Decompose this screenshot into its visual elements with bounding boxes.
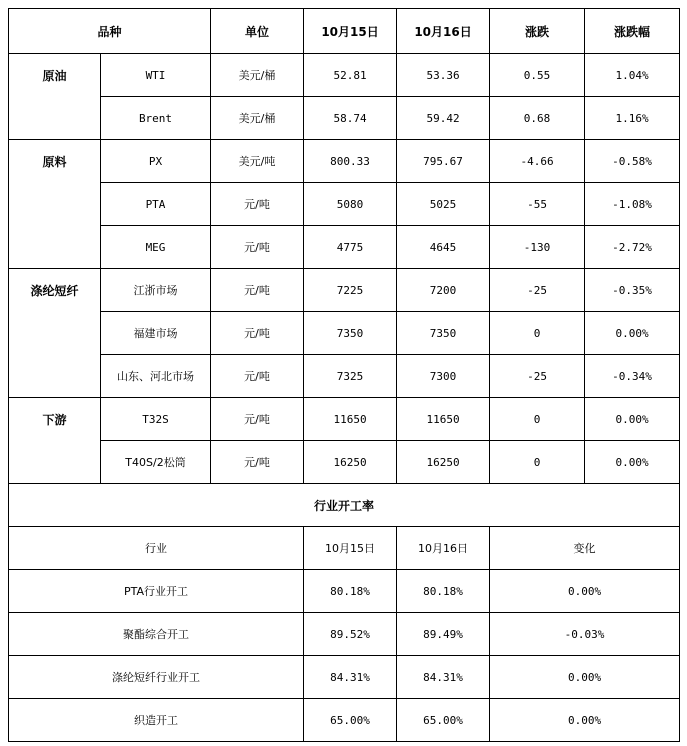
- item-change-pct: -0.35%: [585, 269, 680, 312]
- item-change-pct: -2.72%: [585, 226, 680, 269]
- table-row: [9, 226, 680, 269]
- item-value-d15: 58.74: [304, 97, 397, 140]
- item-value-d15: 4775: [304, 226, 397, 269]
- item-value-d16: 7200: [397, 269, 490, 312]
- rate-value-d15: 84.31%: [304, 656, 397, 699]
- item-value-d15: 800.33: [304, 140, 397, 183]
- item-unit: 元/吨: [211, 269, 304, 312]
- rate-industry-name: 涤纶短纤行业开工: [9, 656, 304, 699]
- item-value-d16: 53.36: [397, 54, 490, 97]
- item-change: 0: [490, 312, 585, 355]
- item-name: 山东、河北市场: [101, 355, 211, 398]
- item-value-d15: 52.81: [304, 54, 397, 97]
- rate-header-date-1: 10月15日: [304, 527, 397, 570]
- item-change: -130: [490, 226, 585, 269]
- item-unit: 元/吨: [211, 312, 304, 355]
- item-change: 0: [490, 398, 585, 441]
- table-row: [9, 441, 680, 484]
- item-unit: 元/吨: [211, 398, 304, 441]
- table-row: [9, 140, 680, 183]
- item-change: 0.68: [490, 97, 585, 140]
- item-change: -55: [490, 183, 585, 226]
- item-value-d16: 5025: [397, 183, 490, 226]
- item-name: MEG: [101, 226, 211, 269]
- rate-header-row: [9, 527, 680, 570]
- item-name: 福建市场: [101, 312, 211, 355]
- table-row: [9, 183, 680, 226]
- item-value-d16: 16250: [397, 441, 490, 484]
- item-name: 江浙市场: [101, 269, 211, 312]
- category-cell: 下游: [9, 398, 101, 484]
- item-change-pct: 1.04%: [585, 54, 680, 97]
- item-value-d16: 795.67: [397, 140, 490, 183]
- item-unit: 元/吨: [211, 441, 304, 484]
- item-value-d15: 7225: [304, 269, 397, 312]
- section-title-row: [9, 484, 680, 527]
- item-change-pct: -0.34%: [585, 355, 680, 398]
- item-change-pct: -0.58%: [585, 140, 680, 183]
- rate-industry-name: 织造开工: [9, 699, 304, 742]
- rate-header-date-2: 10月16日: [397, 527, 490, 570]
- rate-value-d16: 89.49%: [397, 613, 490, 656]
- table-row: [9, 570, 680, 613]
- item-change-pct: 1.16%: [585, 97, 680, 140]
- table-header-row: [9, 9, 680, 54]
- item-change-pct: 0.00%: [585, 312, 680, 355]
- table-row: [9, 355, 680, 398]
- item-change-pct: -1.08%: [585, 183, 680, 226]
- header-variety: 品种: [9, 9, 211, 54]
- rate-value-d15: 65.00%: [304, 699, 397, 742]
- category-cell: 原料: [9, 140, 101, 269]
- item-name: Brent: [101, 97, 211, 140]
- item-unit: 美元/吨: [211, 140, 304, 183]
- table-row: [9, 398, 680, 441]
- header-change: 涨跌: [490, 9, 585, 54]
- item-value-d16: 59.42: [397, 97, 490, 140]
- rate-value-d16: 80.18%: [397, 570, 490, 613]
- item-value-d16: 11650: [397, 398, 490, 441]
- rate-header-change: 变化: [490, 527, 680, 570]
- table-row: [9, 613, 680, 656]
- item-value-d15: 7350: [304, 312, 397, 355]
- item-unit: 元/吨: [211, 355, 304, 398]
- table-row: [9, 54, 680, 97]
- category-cell: 涤纶短纤: [9, 269, 101, 398]
- item-unit: 元/吨: [211, 183, 304, 226]
- table-row: [9, 312, 680, 355]
- item-value-d16: 4645: [397, 226, 490, 269]
- item-change: -25: [490, 269, 585, 312]
- item-value-d15: 5080: [304, 183, 397, 226]
- item-name: WTI: [101, 54, 211, 97]
- table-row: [9, 656, 680, 699]
- item-value-d15: 16250: [304, 441, 397, 484]
- category-cell: 原油: [9, 54, 101, 140]
- item-change: -25: [490, 355, 585, 398]
- header-change-pct: 涨跌幅: [585, 9, 680, 54]
- item-name: T40S/2松筒: [101, 441, 211, 484]
- item-unit: 美元/桶: [211, 54, 304, 97]
- section-title: 行业开工率: [9, 484, 680, 527]
- item-change-pct: 0.00%: [585, 441, 680, 484]
- rate-value-d15: 80.18%: [304, 570, 397, 613]
- rate-value-d15: 89.52%: [304, 613, 397, 656]
- item-value-d15: 7325: [304, 355, 397, 398]
- item-name: PX: [101, 140, 211, 183]
- item-change: -4.66: [490, 140, 585, 183]
- header-date-2: 10月16日: [397, 9, 490, 54]
- header-date-1: 10月15日: [304, 9, 397, 54]
- item-name: PTA: [101, 183, 211, 226]
- table-row: [9, 699, 680, 742]
- item-name: T32S: [101, 398, 211, 441]
- header-unit: 单位: [211, 9, 304, 54]
- item-unit: 美元/桶: [211, 97, 304, 140]
- item-unit: 元/吨: [211, 226, 304, 269]
- rate-value-d16: 84.31%: [397, 656, 490, 699]
- item-value-d16: 7350: [397, 312, 490, 355]
- item-change-pct: 0.00%: [585, 398, 680, 441]
- rate-header-industry: 行业: [9, 527, 304, 570]
- table-row: [9, 97, 680, 140]
- rate-industry-name: PTA行业开工: [9, 570, 304, 613]
- rate-change: 0.00%: [490, 699, 680, 742]
- item-change: 0: [490, 441, 585, 484]
- rate-industry-name: 聚酯综合开工: [9, 613, 304, 656]
- price-table: [8, 8, 680, 742]
- item-value-d15: 11650: [304, 398, 397, 441]
- rate-change: -0.03%: [490, 613, 680, 656]
- item-value-d16: 7300: [397, 355, 490, 398]
- item-change: 0.55: [490, 54, 585, 97]
- rate-change: 0.00%: [490, 656, 680, 699]
- table-row: [9, 269, 680, 312]
- rate-value-d16: 65.00%: [397, 699, 490, 742]
- rate-change: 0.00%: [490, 570, 680, 613]
